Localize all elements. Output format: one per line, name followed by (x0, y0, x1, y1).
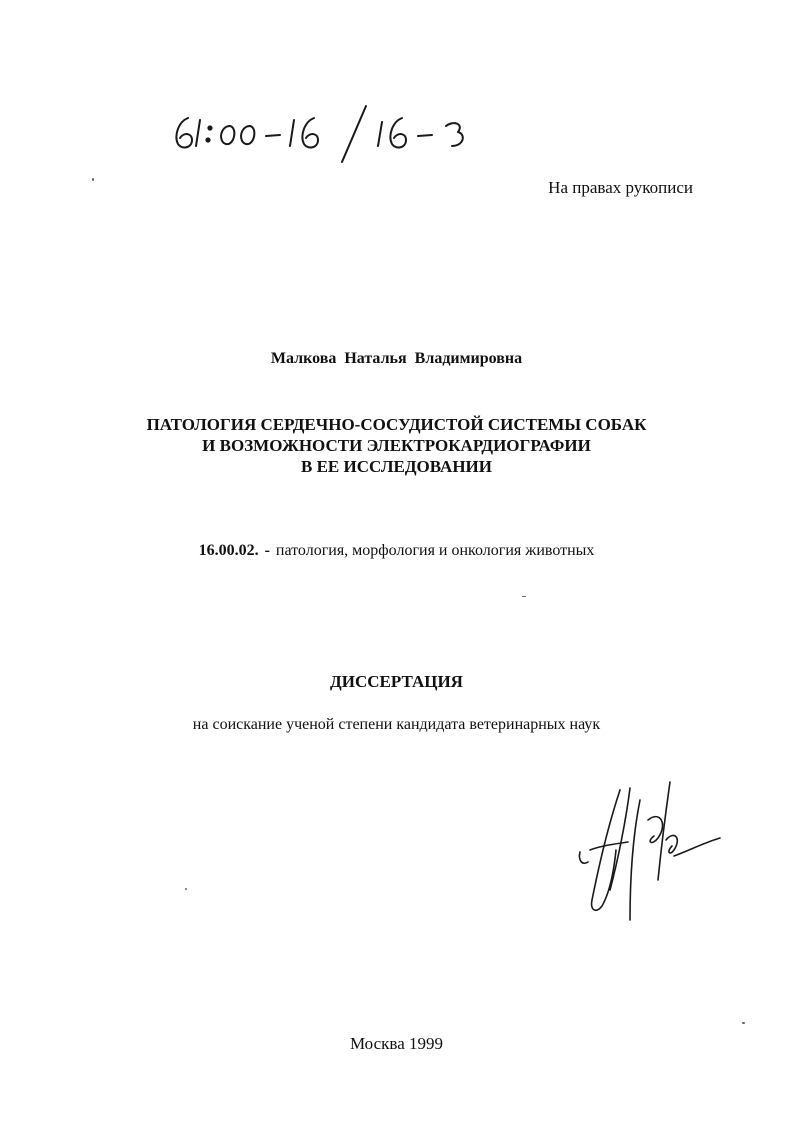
scan-speck (522, 596, 526, 597)
dissertation-title (0, 414, 793, 477)
specialty-line (0, 542, 793, 560)
specialty-name: патология, морфология и онкология животных (275, 542, 595, 559)
title-line: В ЕЕ ИССЛЕДОВАНИИ (300, 457, 492, 476)
specialty-code: 16.00.02. (198, 542, 259, 559)
scan-speck (92, 178, 94, 181)
scan-speck (185, 888, 187, 890)
title-line: ПАТОЛОГИЯ СЕРДЕЧНО-СОСУДИСТОЙ СИСТЕМЫ СОБАК (146, 415, 647, 434)
handwritten-code-drawing (170, 100, 500, 170)
place-and-year: Москва 1999 (349, 1034, 444, 1053)
signature-drawing (570, 780, 730, 930)
scan-speck (742, 1022, 745, 1024)
handwritten-archive-code (170, 100, 500, 170)
specialty-dash: - (264, 542, 270, 559)
signature (570, 780, 730, 930)
author-name: Малкова Наталья Владимировна (270, 350, 523, 367)
title-line: И ВОЗМОЖНОСТИ ЭЛЕКТРОКАРДИОГРАФИИ (202, 436, 591, 455)
document-type: ДИССЕРТАЦИЯ (330, 672, 463, 691)
rights-note: На правах рукописи (548, 178, 693, 197)
degree-line: на соискание ученой степени кандидата ветеринарных наук (192, 716, 601, 733)
